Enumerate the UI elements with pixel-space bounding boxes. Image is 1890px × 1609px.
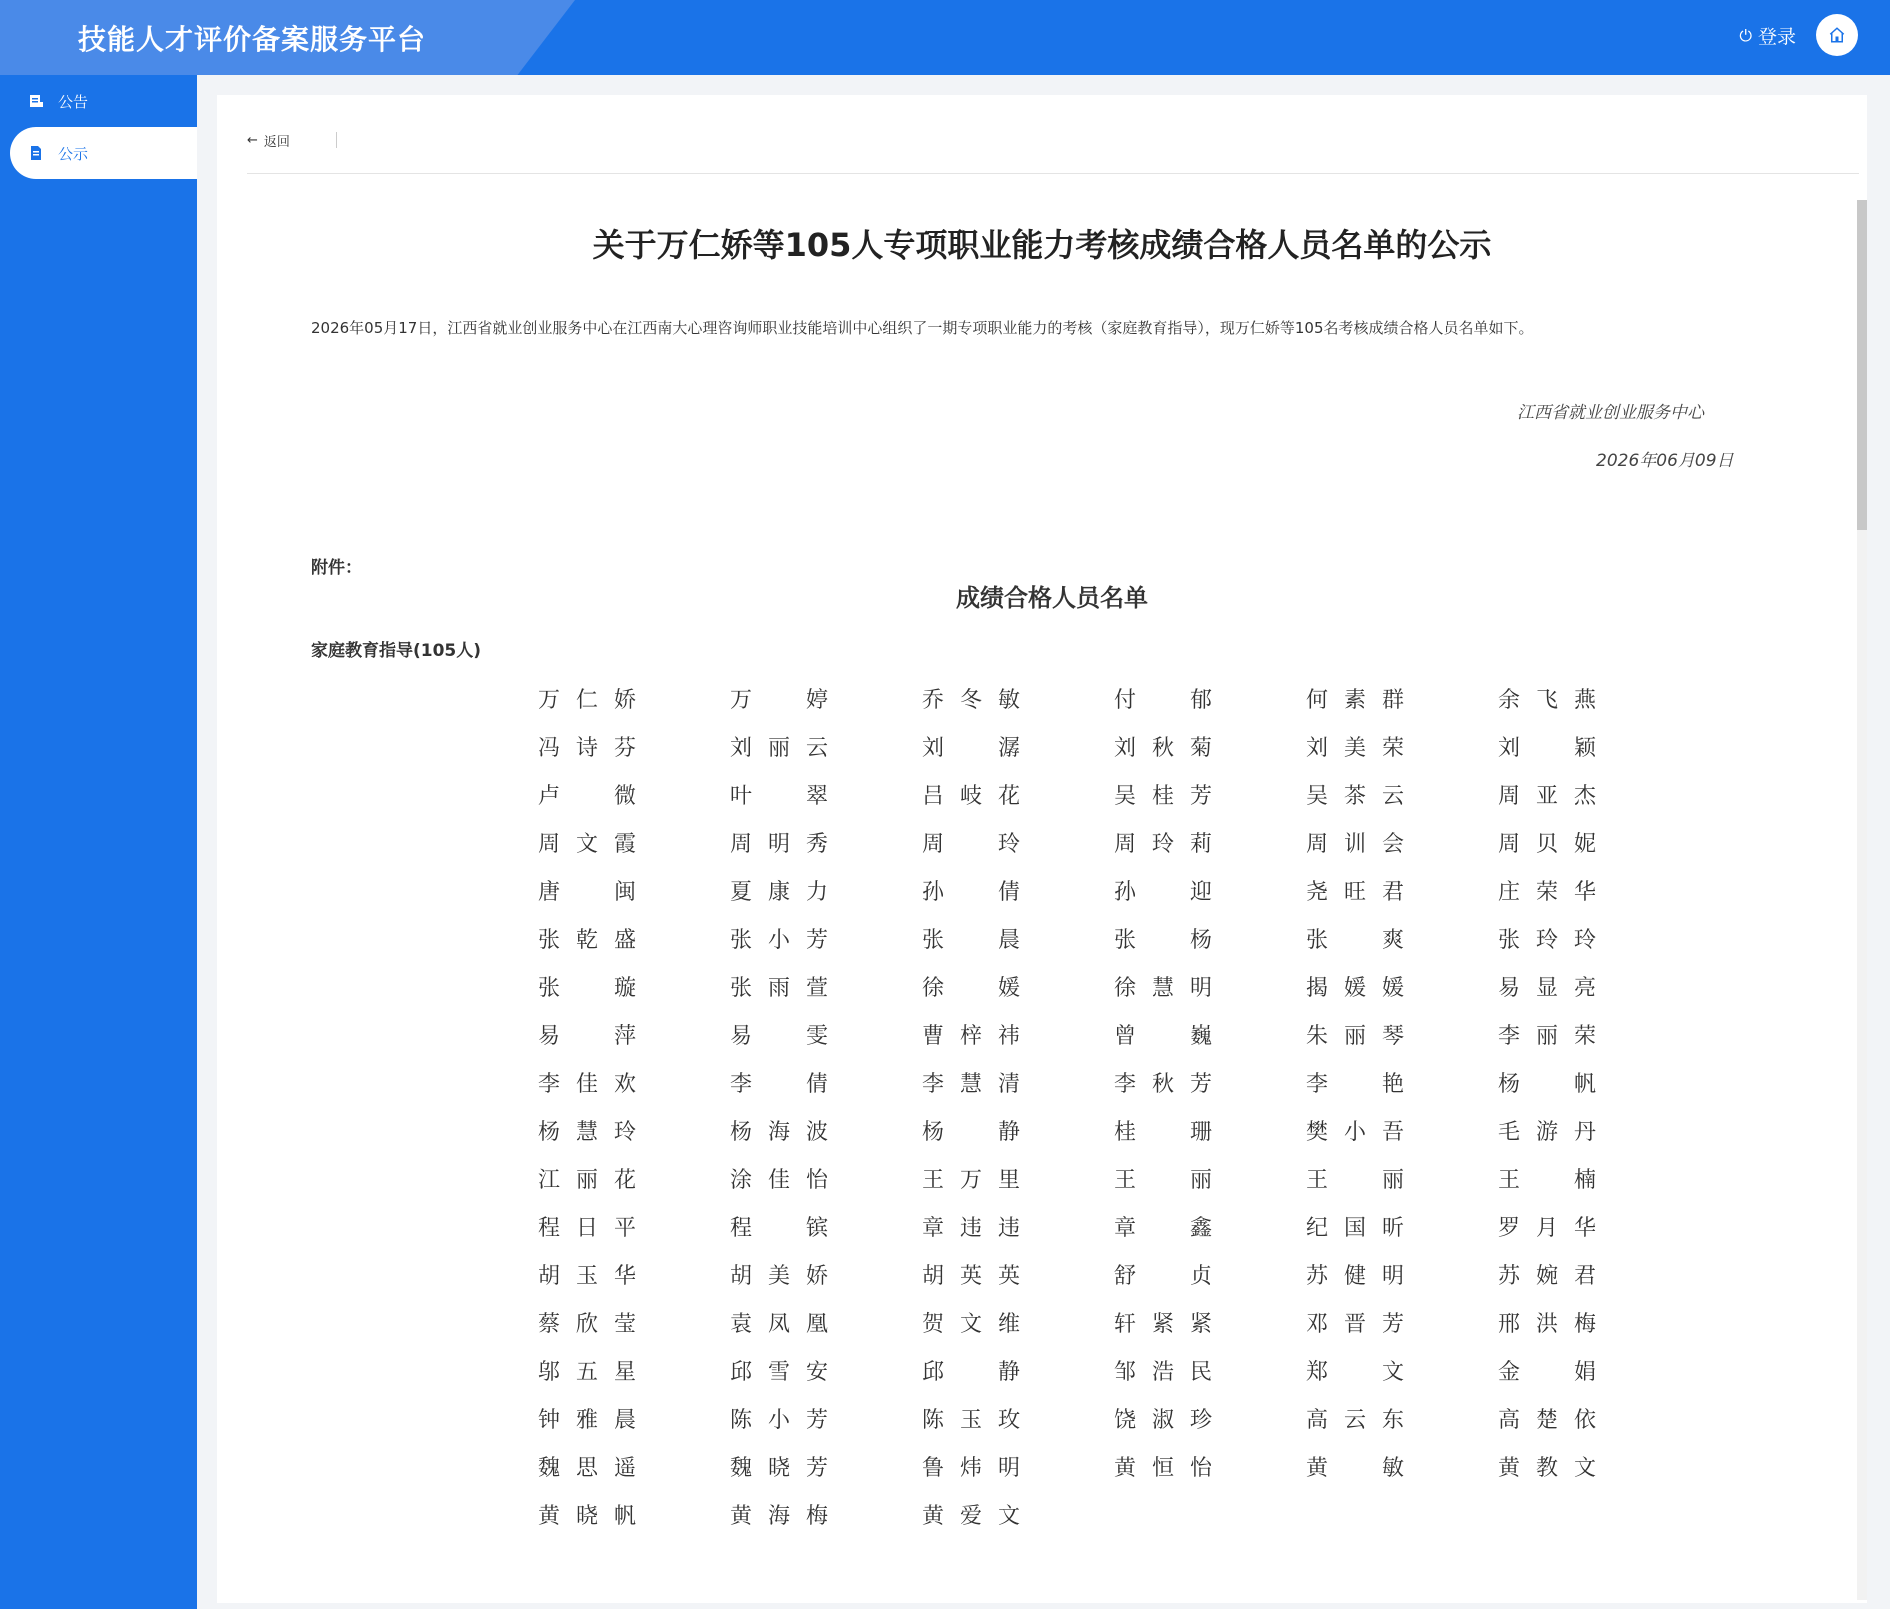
name-entry: 夏 康 力 bbox=[730, 880, 829, 905]
platform-title: 技能人才评价备案服务平台 bbox=[78, 23, 427, 56]
login-button[interactable] bbox=[1739, 22, 1796, 49]
name-entry: 杨 海 波 bbox=[730, 1120, 829, 1145]
name-entry: 张 雨 萱 bbox=[730, 976, 829, 1001]
name-entry: 付 郁 bbox=[1114, 688, 1213, 713]
name-entry: 杨 静 bbox=[922, 1120, 1021, 1145]
name-entry: 余 飞 燕 bbox=[1498, 688, 1597, 713]
name-entry: 高 楚 依 bbox=[1498, 1408, 1597, 1433]
content-panel bbox=[217, 95, 1867, 1603]
name-entry: 曹 梓 祎 bbox=[922, 1024, 1021, 1049]
document-icon bbox=[28, 145, 44, 161]
name-entry: 叶 翠 bbox=[730, 784, 829, 809]
name-entry: 胡 美 娇 bbox=[730, 1264, 829, 1289]
name-entry: 吴 桂 芳 bbox=[1114, 784, 1213, 809]
name-entry: 周 训 会 bbox=[1306, 832, 1405, 857]
name-entry: 郑 文 bbox=[1306, 1360, 1405, 1385]
sidebar-item-label: 公告 bbox=[58, 92, 89, 111]
name-entry: 饶 淑 珍 bbox=[1114, 1408, 1213, 1433]
name-entry: 李 丽 荣 bbox=[1498, 1024, 1597, 1049]
name-entry: 黄 爱 文 bbox=[922, 1504, 1021, 1529]
name-entry: 徐 慧 明 bbox=[1114, 976, 1213, 1001]
name-entry: 唐 闽 bbox=[538, 880, 637, 905]
name-entry: 程 镔 bbox=[730, 1216, 829, 1241]
name-entry: 周 亚 杰 bbox=[1498, 784, 1597, 809]
name-entry: 周 贝 妮 bbox=[1498, 832, 1597, 857]
names-grid bbox=[538, 683, 1688, 1547]
name-entry: 王 万 里 bbox=[922, 1168, 1021, 1193]
name-entry: 李 倩 bbox=[730, 1072, 829, 1097]
name-entry: 庄 荣 华 bbox=[1498, 880, 1597, 905]
category-label: 家庭教育指导(105人) bbox=[311, 641, 482, 661]
name-entry: 万 仁 娇 bbox=[538, 688, 637, 713]
announcement-icon bbox=[28, 93, 44, 109]
name-entry: 张 璇 bbox=[538, 976, 637, 1001]
name-entry: 邬 五 星 bbox=[538, 1360, 637, 1385]
name-entry: 刘 秋 菊 bbox=[1114, 736, 1213, 761]
name-entry: 魏 思 遥 bbox=[538, 1456, 637, 1481]
sidebar-item-announcement[interactable] bbox=[10, 75, 197, 127]
name-entry: 蔡 欣 莹 bbox=[538, 1312, 637, 1337]
name-entry: 金 娟 bbox=[1498, 1360, 1597, 1385]
name-entry: 舒 贞 bbox=[1114, 1264, 1213, 1289]
name-entry: 魏 晓 芳 bbox=[730, 1456, 829, 1481]
signature-date: 2026年06月09日 bbox=[1596, 451, 1734, 471]
name-entry: 李 佳 欢 bbox=[538, 1072, 637, 1097]
name-entry: 李 艳 bbox=[1306, 1072, 1405, 1097]
name-entry: 周 玲 莉 bbox=[1114, 832, 1213, 857]
name-entry: 毛 游 丹 bbox=[1498, 1120, 1597, 1145]
name-entry: 王 丽 bbox=[1114, 1168, 1213, 1193]
home-button[interactable] bbox=[1816, 14, 1858, 56]
name-entry: 苏 婉 君 bbox=[1498, 1264, 1597, 1289]
scrollbar[interactable] bbox=[1857, 200, 1867, 1600]
name-entry: 冯 诗 芬 bbox=[538, 736, 637, 761]
header-divider bbox=[247, 173, 1859, 174]
back-bar bbox=[247, 125, 337, 155]
name-entry: 刘 颖 bbox=[1498, 736, 1597, 761]
back-link[interactable]: 返回 bbox=[263, 134, 290, 150]
home-icon bbox=[1828, 26, 1846, 44]
name-entry: 钟 雅 晨 bbox=[538, 1408, 637, 1433]
attachment-label: 附件： bbox=[311, 558, 362, 578]
name-entry: 张 杨 bbox=[1114, 928, 1213, 953]
name-entry: 程 日 平 bbox=[538, 1216, 637, 1241]
name-entry: 鲁 炜 明 bbox=[922, 1456, 1021, 1481]
name-entry: 江 丽 花 bbox=[538, 1168, 637, 1193]
name-entry: 黄 教 文 bbox=[1498, 1456, 1597, 1481]
name-entry: 周 明 秀 bbox=[730, 832, 829, 857]
name-entry: 尧 旺 君 bbox=[1306, 880, 1405, 905]
name-entry: 孙 迎 bbox=[1114, 880, 1213, 905]
sidebar-item-label: 公示 bbox=[58, 144, 89, 163]
name-entry: 邹 浩 民 bbox=[1114, 1360, 1213, 1385]
name-entry: 李 秋 芳 bbox=[1114, 1072, 1213, 1097]
name-entry: 樊 小 吾 bbox=[1306, 1120, 1405, 1145]
name-entry: 张 乾 盛 bbox=[538, 928, 637, 953]
name-entry: 张 玲 玲 bbox=[1498, 928, 1597, 953]
name-entry: 苏 健 明 bbox=[1306, 1264, 1405, 1289]
name-entry: 易 显 亮 bbox=[1498, 976, 1597, 1001]
name-entry: 张 小 芳 bbox=[730, 928, 829, 953]
name-entry: 吕 岐 花 bbox=[922, 784, 1021, 809]
name-entry: 周 玲 bbox=[922, 832, 1021, 857]
name-entry: 杨 帆 bbox=[1498, 1072, 1597, 1097]
name-entry: 章 鑫 bbox=[1114, 1216, 1213, 1241]
name-entry: 吴 茶 云 bbox=[1306, 784, 1405, 809]
name-entry: 李 慧 清 bbox=[922, 1072, 1021, 1097]
name-entry: 黄 海 梅 bbox=[730, 1504, 829, 1529]
sidebar-item-publicity[interactable] bbox=[10, 127, 197, 179]
name-entry: 罗 月 华 bbox=[1498, 1216, 1597, 1241]
name-entry: 刘 潺 bbox=[922, 736, 1021, 761]
name-entry: 邓 晋 芳 bbox=[1306, 1312, 1405, 1337]
name-entry: 王 楠 bbox=[1498, 1168, 1597, 1193]
name-entry: 易 雯 bbox=[730, 1024, 829, 1049]
divider bbox=[336, 132, 337, 148]
name-entry: 王 丽 bbox=[1306, 1168, 1405, 1193]
name-entry: 陈 小 芳 bbox=[730, 1408, 829, 1433]
name-entry: 徐 媛 bbox=[922, 976, 1021, 1001]
name-entry: 邱 静 bbox=[922, 1360, 1021, 1385]
sidebar bbox=[0, 75, 197, 1609]
name-entry: 张 爽 bbox=[1306, 928, 1405, 953]
name-entry: 曾 巍 bbox=[1114, 1024, 1213, 1049]
page-title: 关于万仁娇等105人专项职业能力考核成绩合格人员名单的公示 bbox=[592, 226, 1492, 264]
power-icon: ⏻ bbox=[1739, 25, 1752, 45]
name-entry: 孙 倩 bbox=[922, 880, 1021, 905]
back-arrow-icon[interactable]: ← bbox=[247, 132, 258, 148]
name-entry: 乔 冬 敏 bbox=[922, 688, 1021, 713]
name-entry: 纪 国 昕 bbox=[1306, 1216, 1405, 1241]
name-entry: 刘 美 荣 bbox=[1306, 736, 1405, 761]
name-entry: 邱 雪 安 bbox=[730, 1360, 829, 1385]
name-entry: 张 晨 bbox=[922, 928, 1021, 953]
login-label: 登录 bbox=[1757, 26, 1796, 48]
name-entry: 贺 文 维 bbox=[922, 1312, 1021, 1337]
name-entry: 涂 佳 怡 bbox=[730, 1168, 829, 1193]
name-entry: 揭 媛 媛 bbox=[1306, 976, 1405, 1001]
name-entry: 陈 玉 玫 bbox=[922, 1408, 1021, 1433]
name-entry: 高 云 东 bbox=[1306, 1408, 1405, 1433]
name-entry: 万 婷 bbox=[730, 688, 829, 713]
name-entry: 周 文 霞 bbox=[538, 832, 637, 857]
name-entry: 袁 凤 凰 bbox=[730, 1312, 829, 1337]
name-entry: 邢 洪 梅 bbox=[1498, 1312, 1597, 1337]
name-entry: 卢 微 bbox=[538, 784, 637, 809]
name-entry: 黄 恒 怡 bbox=[1114, 1456, 1213, 1481]
list-title: 成绩合格人员名单 bbox=[956, 584, 1148, 612]
signature-org: 江西省就业创业服务中心 bbox=[1517, 403, 1704, 423]
name-entry: 轩 紧 紧 bbox=[1114, 1312, 1213, 1337]
name-entry: 胡 玉 华 bbox=[538, 1264, 637, 1289]
name-entry: 胡 英 英 bbox=[922, 1264, 1021, 1289]
name-entry: 黄 敏 bbox=[1306, 1456, 1405, 1481]
name-entry: 刘 丽 云 bbox=[730, 736, 829, 761]
name-entry: 章 违 违 bbox=[922, 1216, 1021, 1241]
name-entry: 桂 珊 bbox=[1114, 1120, 1213, 1145]
name-entry: 何 素 群 bbox=[1306, 688, 1405, 713]
name-entry: 朱 丽 琴 bbox=[1306, 1024, 1405, 1049]
name-entry: 黄 晓 帆 bbox=[538, 1504, 637, 1529]
top-bar bbox=[0, 0, 1890, 75]
name-entry: 杨 慧 玲 bbox=[538, 1120, 637, 1145]
intro-paragraph: 2026年05月17日，江西省就业创业服务中心在江西南大心理咨询师职业技能培训中心组织了一期专项职业能力的考核（家庭教育指导），现万仁娇等105名考核成绩合格人员名单如下。 bbox=[311, 319, 1534, 337]
name-entry: 易 萍 bbox=[538, 1024, 637, 1049]
